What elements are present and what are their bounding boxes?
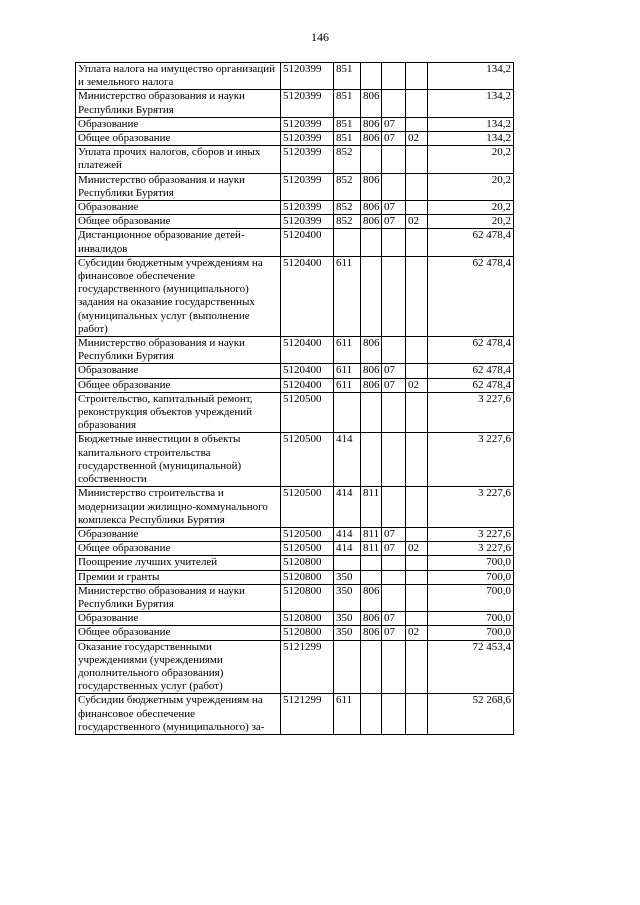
expense-type-cell: 852 <box>334 173 361 200</box>
section-cell <box>382 433 406 487</box>
subsection-cell <box>406 146 428 173</box>
name-cell: Бюджетные инвестиции в объекты капитального строительства государственной (муниципальной) собственности <box>76 433 281 487</box>
target-article-cell: 5120399 <box>281 117 334 131</box>
expense-type-cell <box>334 229 361 256</box>
subsection-cell <box>406 584 428 611</box>
ministry-code-cell: 806 <box>361 584 382 611</box>
name-cell: Образование <box>76 117 281 131</box>
expense-type-cell: 852 <box>334 146 361 173</box>
ministry-code-cell <box>361 556 382 570</box>
subsection-cell: 02 <box>406 378 428 392</box>
ministry-code-cell <box>361 146 382 173</box>
subsection-cell <box>406 527 428 541</box>
name-cell: Образование <box>76 527 281 541</box>
target-article-cell: 5120399 <box>281 201 334 215</box>
subsection-cell <box>406 256 428 336</box>
subsection-cell: 02 <box>406 542 428 556</box>
name-cell: Уплата налога на имущество организаций и земельного налога <box>76 63 281 90</box>
amount-cell: 134,2 <box>428 117 514 131</box>
ministry-code-cell: 806 <box>361 364 382 378</box>
expense-type-cell: 611 <box>334 364 361 378</box>
name-cell: Министерство образования и науки Республики Бурятия <box>76 584 281 611</box>
table-row <box>76 527 514 541</box>
target-article-cell: 5120500 <box>281 392 334 433</box>
expense-type-cell: 851 <box>334 63 361 90</box>
section-cell <box>382 556 406 570</box>
expense-type-cell: 851 <box>334 117 361 131</box>
name-cell: Общее образование <box>76 626 281 640</box>
amount-cell: 62 478,4 <box>428 378 514 392</box>
expense-type-cell: 414 <box>334 542 361 556</box>
ministry-code-cell: 811 <box>361 487 382 528</box>
ministry-code-cell: 806 <box>361 90 382 117</box>
section-cell <box>382 256 406 336</box>
section-cell: 07 <box>382 117 406 131</box>
ministry-code-cell <box>361 229 382 256</box>
budget-table-body <box>76 63 514 735</box>
section-cell <box>382 146 406 173</box>
target-article-cell: 5120800 <box>281 556 334 570</box>
subsection-cell <box>406 337 428 364</box>
table-row <box>76 392 514 433</box>
table-row <box>76 215 514 229</box>
name-cell: Уплата прочих налогов, сборов и иных платежей <box>76 146 281 173</box>
name-cell: Дистанционное образование детей-инвалидов <box>76 229 281 256</box>
target-article-cell: 5120500 <box>281 487 334 528</box>
subsection-cell: 02 <box>406 215 428 229</box>
target-article-cell: 5120500 <box>281 542 334 556</box>
amount-cell: 3 227,6 <box>428 527 514 541</box>
amount-cell: 700,0 <box>428 584 514 611</box>
table-row <box>76 90 514 117</box>
amount-cell: 700,0 <box>428 570 514 584</box>
subsection-cell <box>406 640 428 694</box>
section-cell <box>382 63 406 90</box>
table-row <box>76 378 514 392</box>
table-row <box>76 201 514 215</box>
table-row <box>76 694 514 735</box>
table-row <box>76 542 514 556</box>
section-cell <box>382 584 406 611</box>
amount-cell: 52 268,6 <box>428 694 514 735</box>
amount-cell: 3 227,6 <box>428 542 514 556</box>
table-row <box>76 433 514 487</box>
subsection-cell <box>406 173 428 200</box>
expense-type-cell: 414 <box>334 527 361 541</box>
table-row <box>76 556 514 570</box>
table-row <box>76 173 514 200</box>
subsection-cell <box>406 229 428 256</box>
ministry-code-cell <box>361 433 382 487</box>
subsection-cell <box>406 392 428 433</box>
subsection-cell <box>406 612 428 626</box>
ministry-code-cell: 806 <box>361 626 382 640</box>
target-article-cell: 5120399 <box>281 146 334 173</box>
subsection-cell <box>406 556 428 570</box>
target-article-cell: 5120399 <box>281 90 334 117</box>
name-cell: Общее образование <box>76 542 281 556</box>
name-cell: Министерство образования и науки Республики Бурятия <box>76 173 281 200</box>
subsection-cell <box>406 90 428 117</box>
ministry-code-cell <box>361 256 382 336</box>
expense-type-cell: 851 <box>334 90 361 117</box>
subsection-cell <box>406 433 428 487</box>
ministry-code-cell <box>361 392 382 433</box>
name-cell: Субсидии бюджетным учреждениям на финансовое обеспечение государственного (муниципального) задания на оказание государственных (муниципальных услуг (выполнение работ) <box>76 256 281 336</box>
name-cell: Образование <box>76 364 281 378</box>
name-cell: Оказание государственными учреждениями (учреждениями дополнительного образования) государственных услуг (работ) <box>76 640 281 694</box>
target-article-cell: 5120800 <box>281 584 334 611</box>
target-article-cell: 5120399 <box>281 132 334 146</box>
subsection-cell <box>406 694 428 735</box>
expense-type-cell: 350 <box>334 584 361 611</box>
ministry-code-cell: 806 <box>361 201 382 215</box>
amount-cell: 700,0 <box>428 556 514 570</box>
table-row <box>76 117 514 131</box>
section-cell: 07 <box>382 626 406 640</box>
section-cell <box>382 640 406 694</box>
subsection-cell: 02 <box>406 626 428 640</box>
subsection-cell <box>406 201 428 215</box>
name-cell: Премии и гранты <box>76 570 281 584</box>
table-row <box>76 487 514 528</box>
amount-cell: 72 453,4 <box>428 640 514 694</box>
ministry-code-cell <box>361 63 382 90</box>
budget-table <box>75 62 514 735</box>
ministry-code-cell <box>361 694 382 735</box>
table-row <box>76 63 514 90</box>
section-cell <box>382 694 406 735</box>
amount-cell: 20,2 <box>428 173 514 200</box>
expense-type-cell: 611 <box>334 337 361 364</box>
section-cell <box>382 392 406 433</box>
expense-type-cell: 414 <box>334 433 361 487</box>
ministry-code-cell: 806 <box>361 612 382 626</box>
section-cell <box>382 487 406 528</box>
target-article-cell: 5120400 <box>281 378 334 392</box>
target-article-cell: 5120400 <box>281 337 334 364</box>
section-cell <box>382 570 406 584</box>
amount-cell: 3 227,6 <box>428 433 514 487</box>
ministry-code-cell: 806 <box>361 173 382 200</box>
target-article-cell: 5120399 <box>281 215 334 229</box>
table-row <box>76 626 514 640</box>
expense-type-cell: 350 <box>334 626 361 640</box>
table-row <box>76 146 514 173</box>
table-row <box>76 229 514 256</box>
table-row <box>76 132 514 146</box>
name-cell: Министерство строительства и модернизации жилищно-коммунального комплекса Республики Бурятия <box>76 487 281 528</box>
subsection-cell <box>406 117 428 131</box>
section-cell: 07 <box>382 215 406 229</box>
name-cell: Министерство образования и науки Республики Бурятия <box>76 337 281 364</box>
target-article-cell: 5120500 <box>281 433 334 487</box>
expense-type-cell: 852 <box>334 215 361 229</box>
name-cell: Поощрение лучших учителей <box>76 556 281 570</box>
amount-cell: 62 478,4 <box>428 256 514 336</box>
amount-cell: 134,2 <box>428 90 514 117</box>
table-row <box>76 584 514 611</box>
target-article-cell: 5120399 <box>281 63 334 90</box>
target-article-cell: 5120800 <box>281 570 334 584</box>
name-cell: Образование <box>76 201 281 215</box>
section-cell: 07 <box>382 201 406 215</box>
expense-type-cell <box>334 392 361 433</box>
ministry-code-cell <box>361 640 382 694</box>
name-cell: Общее образование <box>76 132 281 146</box>
expense-type-cell: 611 <box>334 256 361 336</box>
target-article-cell: 5120800 <box>281 612 334 626</box>
subsection-cell: 02 <box>406 132 428 146</box>
name-cell: Строительство, капитальный ремонт, реконструкция объектов учреждений образования <box>76 392 281 433</box>
target-article-cell: 5120399 <box>281 173 334 200</box>
expense-type-cell: 611 <box>334 694 361 735</box>
target-article-cell: 5120400 <box>281 256 334 336</box>
amount-cell: 3 227,6 <box>428 487 514 528</box>
amount-cell: 20,2 <box>428 146 514 173</box>
section-cell <box>382 337 406 364</box>
amount-cell: 62 478,4 <box>428 364 514 378</box>
target-article-cell: 5120800 <box>281 626 334 640</box>
table-row <box>76 640 514 694</box>
ministry-code-cell: 806 <box>361 378 382 392</box>
expense-type-cell <box>334 556 361 570</box>
section-cell <box>382 229 406 256</box>
expense-type-cell: 611 <box>334 378 361 392</box>
target-article-cell: 5120400 <box>281 229 334 256</box>
section-cell: 07 <box>382 527 406 541</box>
table-row <box>76 364 514 378</box>
table-row <box>76 612 514 626</box>
section-cell: 07 <box>382 378 406 392</box>
amount-cell: 3 227,6 <box>428 392 514 433</box>
section-cell: 07 <box>382 132 406 146</box>
table-row <box>76 570 514 584</box>
name-cell: Субсидии бюджетным учреждениям на финансовое обеспечение государственного (муниципального) за- <box>76 694 281 735</box>
target-article-cell: 5121299 <box>281 694 334 735</box>
subsection-cell <box>406 570 428 584</box>
ministry-code-cell: 806 <box>361 337 382 364</box>
table-row <box>76 256 514 336</box>
ministry-code-cell: 806 <box>361 215 382 229</box>
page-number: 146 <box>311 30 329 44</box>
expense-type-cell: 414 <box>334 487 361 528</box>
section-cell: 07 <box>382 612 406 626</box>
ministry-code-cell: 806 <box>361 132 382 146</box>
section-cell <box>382 90 406 117</box>
amount-cell: 134,2 <box>428 132 514 146</box>
target-article-cell: 5120500 <box>281 527 334 541</box>
amount-cell: 700,0 <box>428 626 514 640</box>
amount-cell: 700,0 <box>428 612 514 626</box>
target-article-cell: 5120400 <box>281 364 334 378</box>
name-cell: Общее образование <box>76 215 281 229</box>
expense-type-cell: 350 <box>334 612 361 626</box>
name-cell: Министерство образования и науки Республики Бурятия <box>76 90 281 117</box>
subsection-cell <box>406 487 428 528</box>
expense-type-cell <box>334 640 361 694</box>
ministry-code-cell <box>361 570 382 584</box>
amount-cell: 134,2 <box>428 63 514 90</box>
expense-type-cell: 851 <box>334 132 361 146</box>
amount-cell: 20,2 <box>428 215 514 229</box>
name-cell: Общее образование <box>76 378 281 392</box>
section-cell: 07 <box>382 542 406 556</box>
ministry-code-cell: 806 <box>361 117 382 131</box>
amount-cell: 20,2 <box>428 201 514 215</box>
target-article-cell: 5121299 <box>281 640 334 694</box>
subsection-cell <box>406 63 428 90</box>
amount-cell: 62 478,4 <box>428 337 514 364</box>
table-row <box>76 337 514 364</box>
expense-type-cell: 852 <box>334 201 361 215</box>
expense-type-cell: 350 <box>334 570 361 584</box>
ministry-code-cell: 811 <box>361 527 382 541</box>
ministry-code-cell: 811 <box>361 542 382 556</box>
section-cell: 07 <box>382 364 406 378</box>
name-cell: Образование <box>76 612 281 626</box>
subsection-cell <box>406 364 428 378</box>
section-cell <box>382 173 406 200</box>
amount-cell: 62 478,4 <box>428 229 514 256</box>
